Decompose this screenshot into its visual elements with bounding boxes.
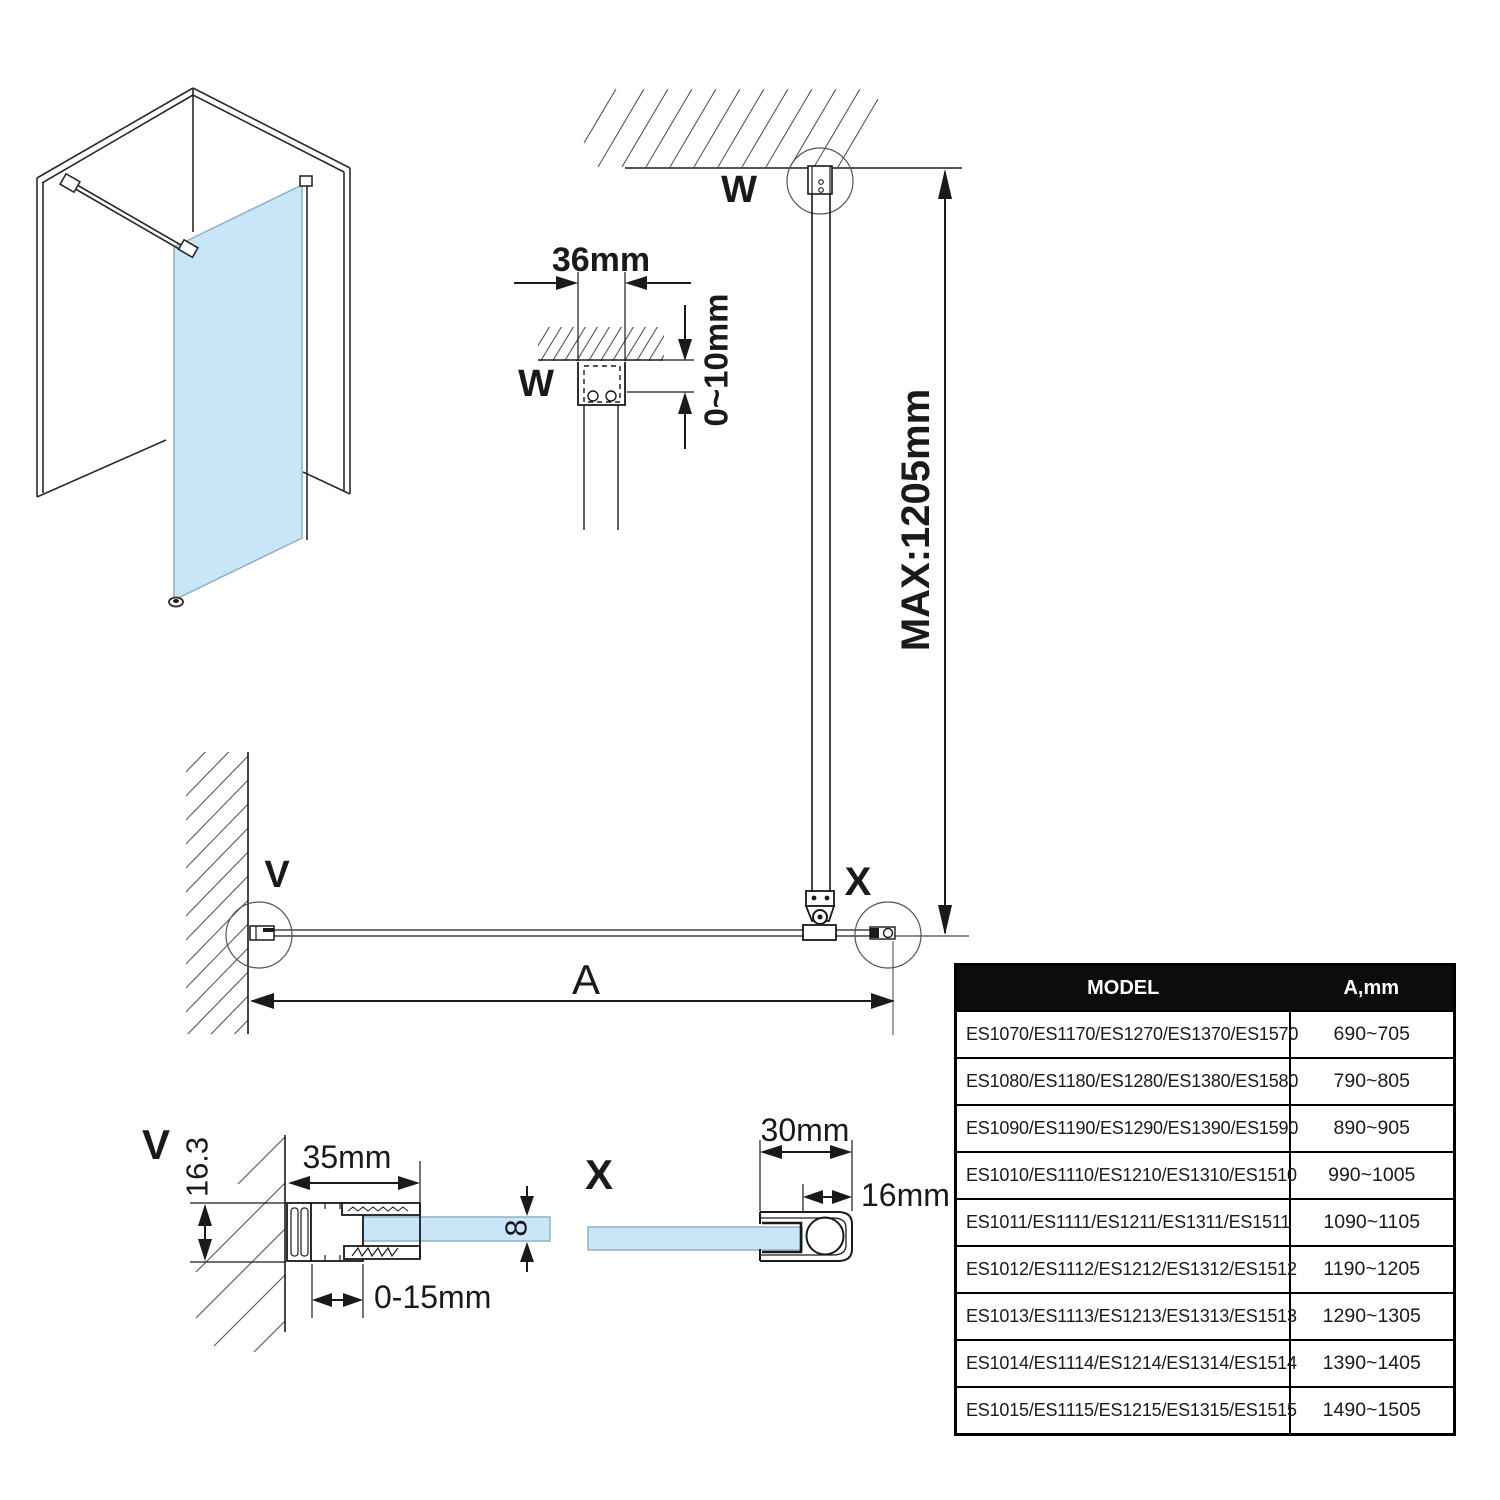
plan-wall-hatch (182, 704, 252, 1112)
a-mm-cell: 690~705 (1290, 1011, 1455, 1058)
table-row (956, 1293, 1455, 1340)
table-row (956, 1011, 1455, 1058)
max-height-dimension-label: MAX:1205mm (894, 388, 938, 652)
a-mm-cell: 1090~1105 (1290, 1199, 1455, 1246)
v-detail-label: V (141, 1121, 171, 1168)
model-cell: ES1010/ES1110/ES1210/ES1310/ES1510 (956, 1152, 1290, 1199)
model-cell: ES1015/ES1115/ES1215/ES1315/ES1515 (956, 1387, 1290, 1435)
a-mm-column-header: A,mm (1290, 965, 1455, 1012)
model-cell: ES1011/ES1111/ES1211/ES1311/ES1511 (956, 1199, 1290, 1246)
a-mm-cell: 990~1005 (1290, 1152, 1455, 1199)
w-detail-gap-dimension (627, 305, 694, 449)
v-detail-profile-width-label: 35mm (302, 1139, 392, 1175)
a-mm-cell: 1490~1505 (1290, 1387, 1455, 1435)
v-detail-adjustment-label: 0-15mm (374, 1279, 492, 1315)
x-detail-view (588, 1140, 852, 1261)
table-row (956, 1340, 1455, 1387)
isometric-view (37, 88, 350, 607)
support-pole (812, 194, 830, 891)
table-header-row (956, 965, 1455, 1012)
a-mm-cell: 1290~1305 (1290, 1293, 1455, 1340)
a-mm-cell: 890~905 (1290, 1105, 1455, 1152)
model-size-table (954, 963, 1456, 1436)
adjustment-dimension (312, 1264, 363, 1318)
x-detail-tube-width-label: 16mm (861, 1177, 950, 1213)
plan-width-label: A (571, 956, 601, 1003)
ceiling-hatch (584, 89, 878, 167)
tube-width-dimension (803, 1184, 852, 1212)
top-wall-bracket (300, 176, 312, 186)
model-cell: ES1080/ES1180/ES1280/ES1380/ES1580 (956, 1058, 1290, 1105)
a-mm-cell: 1390~1405 (1290, 1340, 1455, 1387)
x-detail-label: X (584, 1151, 614, 1198)
pole-hinge (806, 891, 834, 924)
table-row (956, 1387, 1455, 1435)
glass-strip-x (588, 1227, 802, 1250)
model-column-header: MODEL (956, 965, 1290, 1012)
plan-v-label: V (264, 854, 290, 896)
w-detail-label: W (518, 363, 554, 405)
model-cell: ES1013/ES1113/ES1213/ES1313/ES1513 (956, 1293, 1290, 1340)
w-detail-bracket (578, 362, 625, 530)
table-row (956, 1199, 1455, 1246)
table-row (956, 1058, 1455, 1105)
table-row (956, 1152, 1455, 1199)
w-detail-36mm-dimension (514, 272, 691, 361)
left-wall (37, 88, 193, 497)
w-detail-hatch (528, 326, 682, 362)
x-detail-profile-width-label: 30mm (760, 1112, 850, 1148)
profile-height-dimension (190, 1203, 286, 1262)
table-row (956, 1105, 1455, 1152)
v-detail-profile-height-label: 16.3 (179, 1136, 215, 1198)
a-mm-cell: 790~805 (1290, 1058, 1455, 1105)
pole-clamp (803, 925, 836, 940)
model-cell: ES1090/ES1190/ES1290/ES1390/ES1590 (956, 1105, 1290, 1152)
glass-end-cap (870, 927, 895, 939)
glass-foot (169, 598, 183, 607)
w-detail-ceiling-gap-label: 0~10mm (697, 293, 735, 427)
model-cell: ES1070/ES1170/ES1270/ES1370/ES1570 (956, 1011, 1290, 1058)
model-cell: ES1012/ES1112/ES1212/ES1312/ES1512 (956, 1246, 1290, 1293)
support-bar (72, 182, 186, 253)
plan-glass-lines (252, 930, 873, 936)
plan-wall-profile (250, 926, 274, 940)
plan-x-label: X (844, 860, 872, 904)
table-row (956, 1246, 1455, 1293)
a-mm-cell: 1190~1205 (1290, 1246, 1455, 1293)
elevation-w-label: W (721, 169, 757, 211)
ceiling-bracket (808, 166, 832, 194)
model-cell: ES1014/ES1114/ES1214/ES1314/ES1514 (956, 1340, 1290, 1387)
v-detail-glass-thickness-label: 8 (498, 1219, 534, 1237)
w-detail-bar-width-label: 36mm (551, 241, 651, 279)
